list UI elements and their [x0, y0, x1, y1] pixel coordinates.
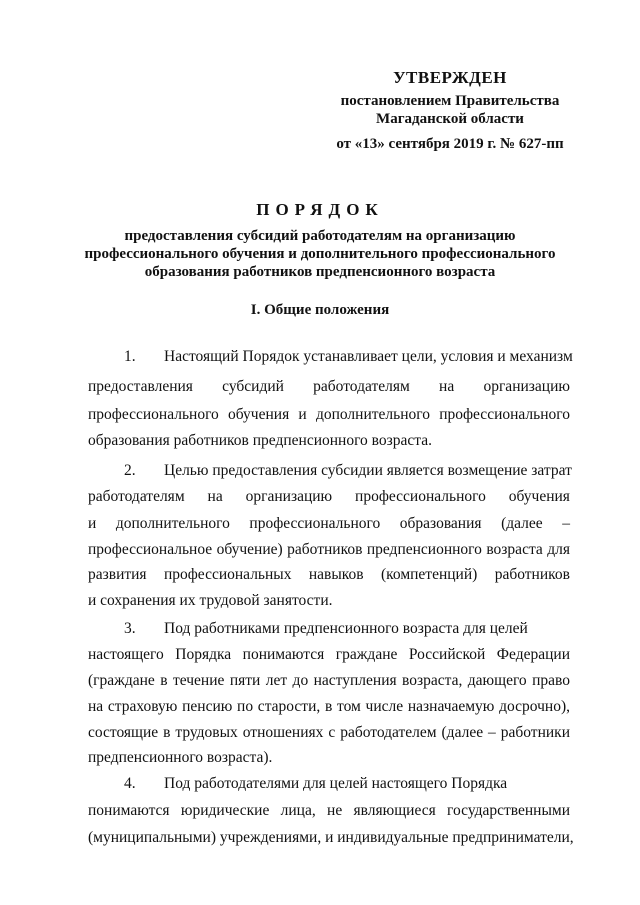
- paragraph-first-line: [88, 620, 570, 638]
- paragraph-line: понимаются юридические лица, не являющиеся государственными: [88, 802, 570, 819]
- paragraph-word: организацию: [245, 488, 333, 505]
- paragraph-text: Под работниками предпенсионного возраста для целей: [164, 620, 528, 637]
- paragraph-line: [88, 515, 570, 533]
- paragraph-word: профессионального: [249, 515, 381, 532]
- paragraph-text: Под работодателями для целей настоящего Порядка: [164, 775, 508, 792]
- paragraph-line: [88, 488, 570, 506]
- paragraph-text: Целью предоставления субсидии является возмещение затрат: [164, 462, 572, 479]
- document-subtitle-line: предоставления субсидий работодателям на организацию: [124, 228, 516, 244]
- paragraph-word: навыков: [308, 566, 364, 583]
- paragraph-word: дополнительного: [115, 515, 230, 532]
- paragraph-line: образования работников предпенсионного возраста.: [88, 432, 432, 449]
- paragraph-word: развития: [88, 566, 147, 583]
- paragraph-number: 4.: [124, 775, 136, 792]
- paragraph-line: (муниципальными) учреждениями, и индивидуальные предприниматели,: [88, 829, 574, 846]
- approval-line-date: от «13» сентября 2019 г. № 627-пп: [336, 136, 564, 152]
- paragraph-word: на: [207, 488, 223, 505]
- paragraph-line: настоящего Порядка понимаются граждане Российской Федерации: [88, 646, 570, 663]
- paragraph-text: Настоящий Порядок устанавливает цели, условия и механизм: [164, 348, 573, 365]
- paragraph-word: работодателям: [88, 488, 185, 505]
- paragraph-first-line: [88, 775, 570, 793]
- paragraph-line: и сохранения их трудовой занятости.: [88, 592, 333, 609]
- paragraph-line: на страховую пенсию по старости, в том числе назначаемую досрочно),: [88, 698, 570, 715]
- paragraph-line: предпенсионного возраста).: [88, 749, 273, 766]
- paragraph-word: (далее: [501, 515, 543, 532]
- paragraph-line: [88, 378, 570, 396]
- paragraph-first-line: [88, 462, 570, 480]
- paragraph-word: (компетенций): [380, 566, 478, 583]
- paragraph-line: (граждане в течение пяти лет до наступления возраста, дающего право: [88, 672, 570, 689]
- paragraph-line: состоящие в трудовых отношениях с работодателем (далее – работники: [88, 724, 570, 741]
- paragraph-line: профессиональное обучение) работников предпенсионного возраста для: [88, 541, 570, 558]
- paragraph-first-line: [88, 348, 573, 366]
- section-heading: I. Общие положения: [250, 302, 390, 318]
- paragraph-line: [88, 566, 570, 584]
- paragraph-word: работодателям: [313, 378, 410, 395]
- paragraph-word: на: [439, 378, 455, 395]
- paragraph-word: организацию: [483, 378, 570, 395]
- document-subtitle-line: образования работников предпенсионного возраста: [144, 264, 496, 280]
- paragraph-word: профессиональных: [163, 566, 292, 583]
- paragraph-word: образования: [399, 515, 482, 532]
- paragraph-number: 2.: [124, 462, 136, 479]
- paragraph-word: работников: [494, 566, 570, 583]
- paragraph-word: предоставления: [88, 378, 193, 395]
- paragraph-word: субсидий: [222, 378, 284, 395]
- approval-heading: УТВЕРЖДЕН: [393, 68, 507, 87]
- paragraph-number: 1.: [124, 348, 136, 365]
- paragraph-number: 3.: [124, 620, 136, 637]
- document-subtitle-line: профессионального обучения и дополнительного профессионального: [84, 246, 556, 262]
- document-title: ПОРЯДОК: [256, 200, 384, 219]
- approval-line-region: Магаданской области: [376, 111, 524, 127]
- approval-line-resolution: постановлением Правительства: [340, 93, 560, 109]
- paragraph-word: обучения: [508, 488, 570, 505]
- paragraph-word: –: [562, 515, 570, 532]
- paragraph-line: профессионального обучения и дополнительного профессионального: [88, 406, 570, 423]
- paragraph-word: и: [88, 515, 97, 532]
- paragraph-word: профессионального: [355, 488, 486, 505]
